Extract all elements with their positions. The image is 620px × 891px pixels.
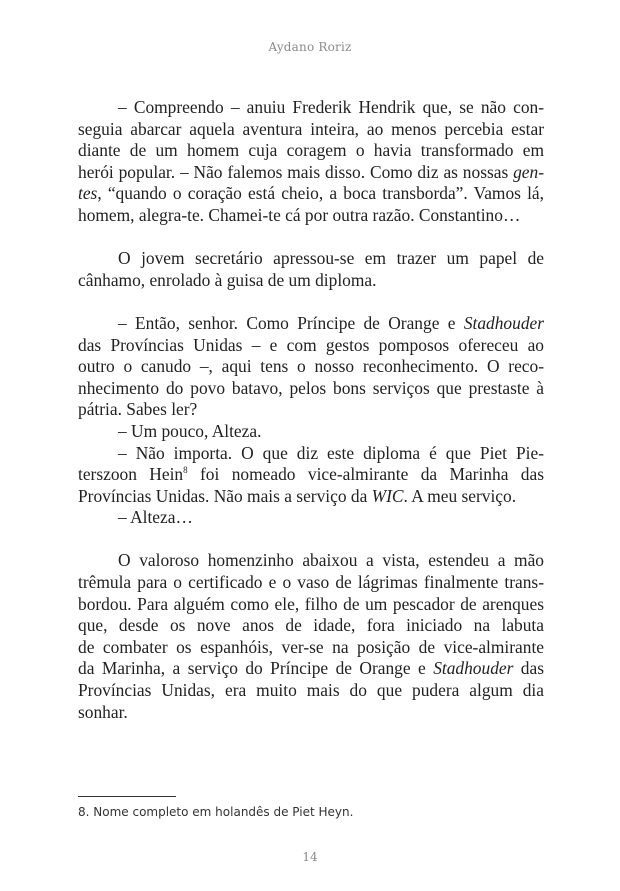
italic-run: WIC (371, 485, 404, 506)
text-run: herói popular. – Não falemos mais disso. Como diz as nossas (78, 161, 514, 182)
running-head: Aydano Roriz (268, 40, 352, 54)
paragraph-3 (78, 313, 544, 529)
text-run: terszoon Hein (78, 464, 184, 485)
text-line: que, desde os nove anos de idade, fora iniciado na labuta (78, 615, 544, 636)
text-run: das (513, 658, 544, 679)
paragraph-gap (78, 529, 544, 551)
text-line: homem, alegra-te. Chamei-te cá por outra razão. Constantino… (78, 204, 521, 225)
page-number: 14 (302, 850, 318, 864)
text-line (78, 464, 544, 486)
text-line: nhecimento do povo batavo, pelos bons serviços que prestaste à (78, 377, 544, 398)
text-line (78, 183, 544, 205)
text-line: cânhamo, enrolado à guisa de um diploma. (78, 269, 377, 290)
text-line (78, 162, 544, 184)
text-line: trêmula para o certificado e o vaso de lágrimas finalmente trans- (78, 572, 544, 593)
text-line (78, 313, 544, 335)
italic-run: Stadhouder (463, 312, 544, 333)
paragraph-1 (78, 97, 544, 227)
italic-run: tes (78, 183, 98, 204)
text-line (78, 486, 544, 508)
footnote-marker: 8 (183, 465, 188, 476)
text-line: bordou. Para alguém como ele, filho de um pescador de arenques (78, 593, 544, 614)
text-line: – Um pouco, Alteza. (118, 420, 262, 441)
italic-run: gen- (513, 161, 544, 182)
text-line: diante de um homem cuja coragem o havia transformado em (78, 140, 544, 161)
text-run: , “quando o coração está cheio, a boca transborda”. Vamos lá, (97, 183, 544, 204)
text-line: seguia abarcar aquela aventura inteira, ao menos percebia estar (78, 118, 544, 139)
text-line: – Compreendo – anuiu Frederik Hendrik que, se não con- (118, 97, 544, 117)
text-run: foi nomeado vice-almirante da Marinha das (187, 464, 544, 485)
text-line: O valoroso homenzinho abaixou a vista, estendeu a mão (118, 550, 544, 571)
text-run: – Então, senhor. Como Príncipe de Orange e (118, 312, 464, 333)
text-line: de combater os espanhóis, ver-se na posição de vice-almirante (78, 636, 544, 657)
paragraph-gap (78, 227, 544, 249)
text-line: – Alteza… (118, 507, 193, 528)
footnote: 8. Nome completo em holandês de Piet Heyn. (78, 805, 354, 819)
body-text (78, 97, 544, 723)
text-line: – Não importa. O que diz este diploma é que Piet Pie- (118, 442, 544, 463)
text-line: pátria. Sabes ler? (78, 399, 198, 420)
text-run: Províncias Unidas. Não mais a serviço da (78, 485, 372, 506)
text-run: da Marinha, a serviço do Príncipe de Orange e (78, 658, 434, 679)
paragraph-4 (78, 550, 544, 723)
italic-run: Stadhouder (433, 658, 514, 679)
footnote-rule (78, 796, 176, 797)
paragraph-gap (78, 291, 544, 313)
text-line: O jovem secretário apressou-se em trazer um papel de (118, 248, 544, 269)
text-line: das Províncias Unidas – e com gestos pomposos ofereceu ao (78, 334, 544, 355)
text-line: sonhar. (78, 701, 128, 722)
text-line: outro o canudo –, aqui tens o nosso reconhecimento. O reco- (78, 356, 544, 377)
text-line (78, 658, 544, 680)
text-line: Províncias Unidas, era muito mais do que pudera algum dia (78, 680, 544, 701)
text-run: . A meu serviço. (403, 485, 517, 506)
paragraph-2 (78, 248, 544, 291)
